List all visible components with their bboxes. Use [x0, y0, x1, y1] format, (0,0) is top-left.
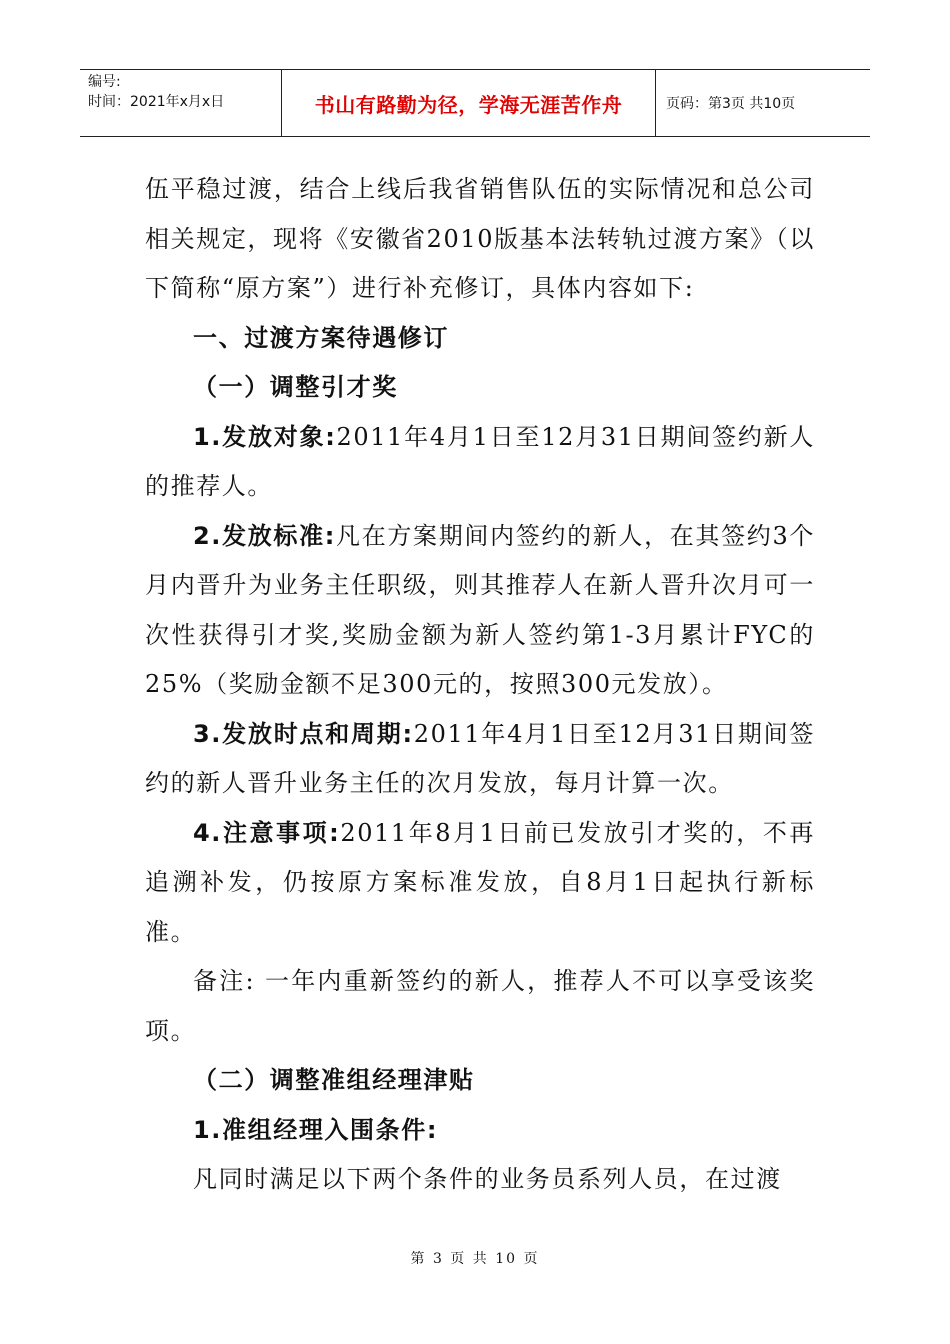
- item-text: 2011年4月1日至12月31日期间签约新人的推荐人。: [145, 422, 815, 500]
- item-paragraph: [145, 710, 815, 809]
- item-lead: 4.注意事项:: [193, 818, 341, 847]
- subsection-heading: （二）调整准组经理津贴: [193, 1066, 475, 1094]
- note-paragraph: 备注: 一年内重新签约的新人，推荐人不可以享受该奖项。: [145, 967, 815, 1045]
- item-paragraph: [145, 413, 815, 512]
- item-text: 凡在方案期间内签约的新人，在其签约3个月内晋升为业务主任职级，则其推荐人在新人晋升次月可一次性获得引才奖,奖励金额为新人签约第1-3月累计FYC的25%（奖励金额不足300元的，按照300元发放）。: [145, 521, 815, 698]
- section-heading: 一、过渡方案待遇修订: [193, 323, 449, 352]
- subsection-heading: （一）调整引才奖: [193, 373, 398, 401]
- item-lead: 1.发放对象:: [193, 422, 337, 451]
- item-heading: 1.准组经理入围条件:: [193, 1115, 439, 1144]
- body-paragraph: 凡同时满足以下两个条件的业务员系列人员，在过渡: [193, 1165, 782, 1193]
- item-text: 2011年8月1日前已发放引才奖的，不再追溯补发，仍按原方案标准发放，自8月1日起执行新标准。: [145, 818, 815, 946]
- item-lead: 2.发放标准:: [193, 521, 336, 550]
- header-meta: [80, 70, 282, 136]
- header-motto: 书山有路勤为径，学海无涯苦作舟: [282, 70, 656, 136]
- page-header: [80, 69, 870, 137]
- item-text: 2011年4月1日至12月31日期间签约的新人晋升业务主任的次月发放，每月计算一次。: [145, 719, 815, 797]
- header-page-info: 页码：第3页 共10页: [666, 96, 796, 112]
- item-lead: 3.发放时点和周期:: [193, 719, 414, 748]
- item-paragraph: [145, 512, 815, 710]
- item-paragraph: [145, 809, 815, 958]
- number-label: 编号:: [88, 74, 121, 90]
- document-body: [145, 165, 815, 1205]
- intro-paragraph: 伍平稳过渡，结合上线后我省销售队伍的实际情况和总公司相关规定，现将《安徽省2010版基本法转轨过渡方案》（以下简称“原方案”）进行补充修订，具体内容如下:: [145, 175, 815, 302]
- time-label: 时间：2021年x月x日: [88, 94, 225, 110]
- page-footer: 第 3 页 共 10 页: [410, 1251, 540, 1267]
